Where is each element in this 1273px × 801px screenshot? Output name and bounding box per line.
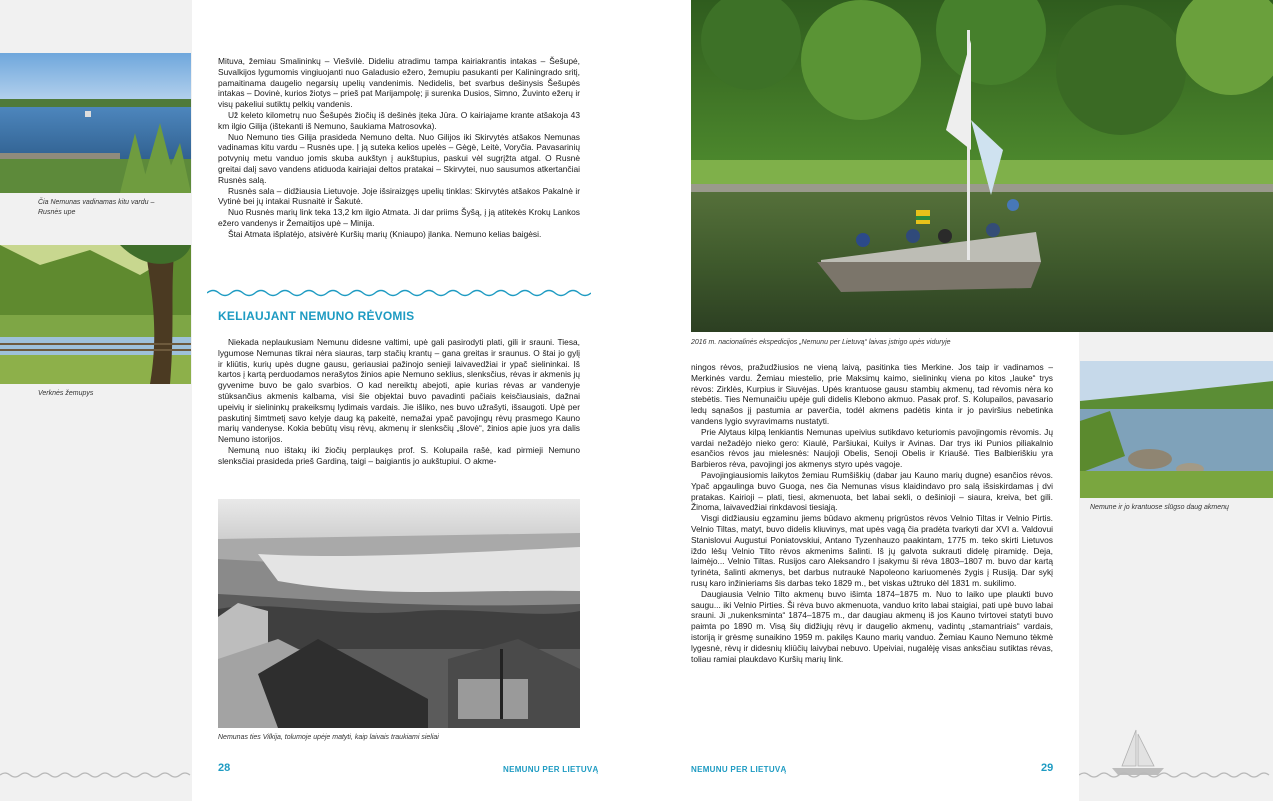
left-text-top: [218, 56, 580, 240]
margin-wave-left: [0, 770, 191, 780]
photo-expedition-boat: [691, 0, 1273, 332]
paragraph: Rusnės sala – didžiausia Lietuvoje. Joje išsiraizgęs upelių tinklas: Skirvytės atšakos Pakalnė ir Vytinė bei jų intakai Rusnaitė ir Šakutė.: [218, 185, 580, 207]
paragraph: Nuo Nemuno ties Gilija prasideda Nemuno delta. Nuo Gilijos iki Skirvytės atšakos Nemunas vadinamas kitu vardu – Rusnės upe. Į ją suteka kelios upelės – Gėgė, Leitė, Voryčia. Pavasarinių potvynių metu vanduo jomis skuba aukštyn į aukštupius, paskui vėl sugrįžta atgal. O Rusnė greitai dalį savo vandens atiduoda kairiajai deltos pratakai – Skirvytei, nuo sausumos atkertančiai Rusnės salą.: [218, 131, 580, 185]
photo-stones-bank: [1080, 361, 1273, 498]
section-heading: KELIAUJANT NEMUNO RĖVOMIS: [218, 309, 415, 323]
caption-verkne: Verknės žemupys: [38, 390, 94, 397]
running-title-right: NEMUNU PER LIETUVĄ: [691, 765, 787, 774]
photo-vilkija-historic: [218, 499, 580, 728]
caption-stones-bank: Nemune ir jo krantuose slūgso daug akmenų: [1090, 504, 1229, 511]
paragraph: Nuo Rusnės marių link teka 13,2 km ilgio Atmata. Ji dar priims Šyšą, į ją atitekės Krokų Lankos ežero vandenys ir Žemaitijos upė – Minija.: [218, 207, 580, 228]
paragraph: Pavojingiausiomis laikytos žemiau Rumšiškių (dabar jau Kauno marių dugne) esančios rėvos. Ypač apgaulinga buvo Guoga, nes čia Nemunas visus klaidindavo pro salą išsiskirdamas į dvi pratakas. Kairioji – plati, tiesi, akmenuota, bet labai sekli, o dešinioji – siaura, kreiva, bet gili. Žinoma, laivavedžiai rinkdavosi tiesiąją.: [691, 469, 1053, 513]
photo-verkne-lower: [0, 245, 191, 384]
page-number-right: 29: [1041, 762, 1054, 774]
paragraph: Štai Atmata išplatėjo, atsivėrė Kuršių marių (Kniaupo) įlanka. Nemuno kelias baigėsi.: [228, 228, 542, 239]
paragraph: Už keleto kilometrų nuo Šešupės žiočių iš dešinės įteka Jūra. O kairiajame krante atšakoja 43 km ilgio Gilija (ištekanti iš Nemuno, šaukiama Matrosovka).: [218, 109, 580, 131]
wave-divider: [207, 288, 591, 298]
paragraph: Prie Alytaus kilpą lenkiantis Nemunas upeivius sutikdavo keturiomis pavojingomis rėvomis. Jų vardai nežadėjo nieko gero: Kiaulė, Paršiukai, Kuilys ir Avinas. Dar trys iki Punios piliakalnio esančios rėvos jau mielesnės: Naujoji Obelis, Senoji Obelis ir Kriaušė. Ties Balbieriškiu yra Barbieros rėva, pavojingi jos akmenys styro upės vagoje.: [691, 426, 1053, 470]
paragraph: Niekada neplaukusiam Nemunu didesne valtimi, upė gali pasirodyti plati, gili ir srauni. Tiesa, lygumose Nemunas tikrai nėra siauras, tarp stačių krantų – gana greitas ir sraunus. O štai jo gylį ir kliūtis, kurių upės dugne gausu, geriausiai pažinojo senieji laivavedžiai ir ypač sielininkai. Iš kartos į kartą perduodamos nerašytos žinios apie Nemuno seklius, slenksčius, rėvas ir akmenis jų gyvenime buvo be galo svarbios. O kad nereiktų abejoti, apie kurias rėvas ar vandenyje stūksančius akmenis kalbama, visi šie objektai buvo pavadinti pačiais keisčiausiais, dažnai upeivių ir sielininkų prakeiksmų lydimais vardais. Jie išliko, nes buvo užrašyti, išsaugoti. Upė per paskutinį šimtmetį savo kelyje daug ką pakeitė, nemažai ypač pavojingų rėvų prasmego Kauno marių vandenyse. Kokia bebūtų visų rėvų, akmenų ir slenksčių „šlovė“, žinios apie juos yra dalis Nemuno istorijos.: [218, 337, 580, 445]
running-title-left: NEMUNU PER LIETUVĄ: [503, 765, 599, 774]
right-text: [691, 362, 1053, 664]
page-number-left: 28: [218, 762, 231, 774]
paragraph: Visgi didžiausiu egzaminu jiems būdavo akmenų prigrūstos rėvos Velnio Tiltas ir Velnio Pirtis. Velnio Tiltas, matyt, buvo didelis kliuvinys, mat upės vagą čia pradėta tvarkyti dar XVI a. Valdovui Stanislovui Augustui Poniatovskiui, Antano Tyzenhauzo paakintam, 1775 m. teko skirti Lietuvos iždo lėšų Velnio Tilto rėvos akmenims šalinti. Iš jų galvota sukrauti didelę piramidę. Deja, laimėjo... Velnio Tiltas. Rusijos caro Aleksandro I įsakymu ši rėva 1803–1807 m. buvo dar kartą tyrinėta, šalinti akmenys, bet darbus nutraukė Napoleono kariuomenės žygis į Rusiją. Dar sykį rusų karo inžinieriams šis darbas teko 1829 m., bet viskas užtruko dėl 1831 m. sukilimo.: [691, 513, 1053, 588]
left-text-bottom: [218, 337, 580, 467]
caption-vilkija: Nemunas ties Vilkija, tolumoje upėje matyti, kaip laivais traukiami sieliai: [218, 734, 439, 741]
margin-wave-right: [1079, 770, 1273, 780]
caption-expedition-boat: 2016 m. nacionalinės ekspedicijos „Nemunu per Lietuvą“ laivas įstrigo upės viduryje: [691, 339, 951, 346]
paragraph: Daugiausia Velnio Tilto akmenų buvo išimta 1874–1875 m. Nuo to laiko upe plaukti buvo saugu... iki Velnio Pirties. Ši rėva buvo akmenuota, vanduo krito labai staigiai, pati upė buvo labai srauni. Ji „nukenksminta“ 1874–1875 m., dar daugiau akmenų iš jos Kauno tvirtovei statyti buvo paimta po 1890 m. Visą šių didžiųjų rėvų ir daugelio akmenų, vadintų „stamantriais“ vardais, istoriją ir grėsmę sunaikino 1959 m. pakilęs Kauno marių vanduo. Žemiau Kauno Nemuno tėkmė lygesnė, rėvų ir didesnių kliūčių laivybai nebuvo. Upeiviai, nugalėję visas anksčiau sutiktas rėvas, toliau ramiai plaukdavo Kuršių marių link.: [691, 588, 1053, 664]
photo-rusne-river: [0, 53, 191, 193]
caption-rusne-river: Čia Nemunas vadinamas kitu vardu – Rusnės upe: [38, 199, 155, 216]
paragraph: Nemuną nuo ištakų iki žiočių perplaukęs prof. S. Kolupaila rašė, kad pirmieji Nemuno slenksčiai prasideda prieš Gardiną, taigi – baigiantis jo aukštupiui. O akme-: [218, 444, 580, 466]
paragraph: Mituva, žemiau Smalininkų – Viešvilė. Dideliu atradimu tampa kairiakrantis intakas – Šešupė, Suvalkijos lygumomis vingiuojanti nuo Galadusio ežero, žemupiu pasukanti per Kaliningrado sritį, pamaitinama daugelio negarsių upelių vandenimis. Nedidelis, bet svarbus dešinysis Šešupės intakas – Dovinė, kurios žiotys – prieš pat Marijampolę; ji surenka Dusios, Simno, Žuvinto ežerų ir visų pakeliui sutiktų pelkių vandenis.: [218, 56, 580, 110]
paragraph: ningos rėvos, pražudžiusios ne vieną laivą, pasitinka ties Merkine. Jos taip ir vadinamos – Merkinės vardu. Žemiau miestelio, prie Maksimų kaimo, sielininkų viena po kitos „lauke“ trys rėvos: Zirklės, Kurpius ir Siuvėjas. Upės krantuose gausu stambių akmenų, tad rėvomis nėra ko stebėtis. Ties Nemunaičiu upėje guli didelis Klebono akmuo. Pasak prof. S. Kolupailos, pavasario ledų sąnašos jį pastumia ar paverčia, todėl akmens padėtis kinta ir jo paviršius nebetinka vandens lygio svyravimams nustatyti.: [691, 362, 1053, 426]
